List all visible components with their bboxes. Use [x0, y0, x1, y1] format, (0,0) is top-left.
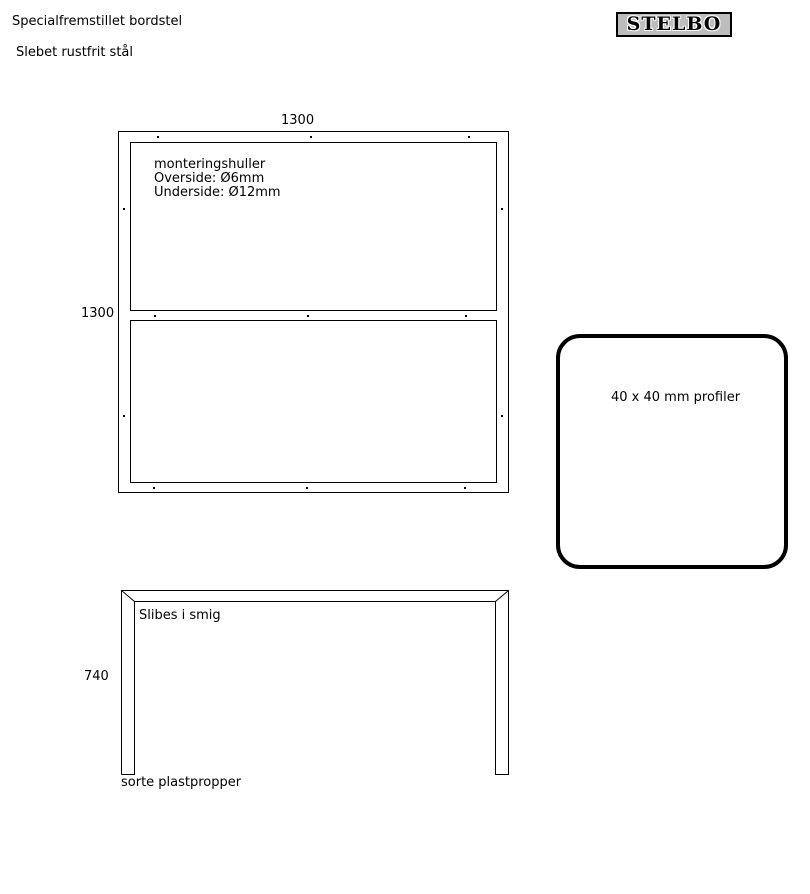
mounting-hole — [464, 487, 466, 489]
profile-label: 40 x 40 mm profiler — [611, 390, 741, 405]
mounting-hole — [123, 415, 125, 417]
mounting-hole — [501, 415, 503, 417]
top-width-dimension: 1300 — [281, 113, 315, 128]
mounting-hole — [123, 208, 125, 210]
mounting-hole — [465, 315, 467, 317]
miter-line-left — [122, 591, 135, 602]
miter-line-right — [496, 591, 509, 602]
top-view-lower-panel — [131, 321, 497, 483]
mounting-hole — [468, 136, 470, 138]
bevel-note: Slibes i smig — [139, 608, 221, 623]
side-view-outer-outline — [122, 591, 509, 775]
drawing-title: Specialfremstillet bordstel — [12, 14, 183, 29]
profile-cross-section — [558, 336, 786, 567]
stelbo-logo: STELBO — [616, 12, 732, 37]
mounting-hole — [153, 487, 155, 489]
mounting-hole — [154, 315, 156, 317]
topside-hole-note: Overside: Ø6mm — [154, 171, 265, 186]
mounting-hole — [157, 136, 159, 138]
top-view-upper-panel — [131, 143, 497, 311]
side-height-dimension: 740 — [84, 669, 109, 684]
feet-note: sorte plastpropper — [121, 775, 242, 790]
underside-hole-note: Underside: Ø12mm — [154, 185, 281, 200]
mounting-hole — [310, 136, 312, 138]
mounting-hole — [306, 487, 308, 489]
top-depth-dimension: 1300 — [81, 306, 115, 321]
mounting-hole — [501, 208, 503, 210]
mounting-hole — [307, 315, 309, 317]
top-view-outer-frame — [119, 132, 509, 493]
mounting-holes-note: monteringshuller — [154, 157, 266, 172]
material-subtitle: Slebet rustfrit stål — [16, 45, 134, 60]
